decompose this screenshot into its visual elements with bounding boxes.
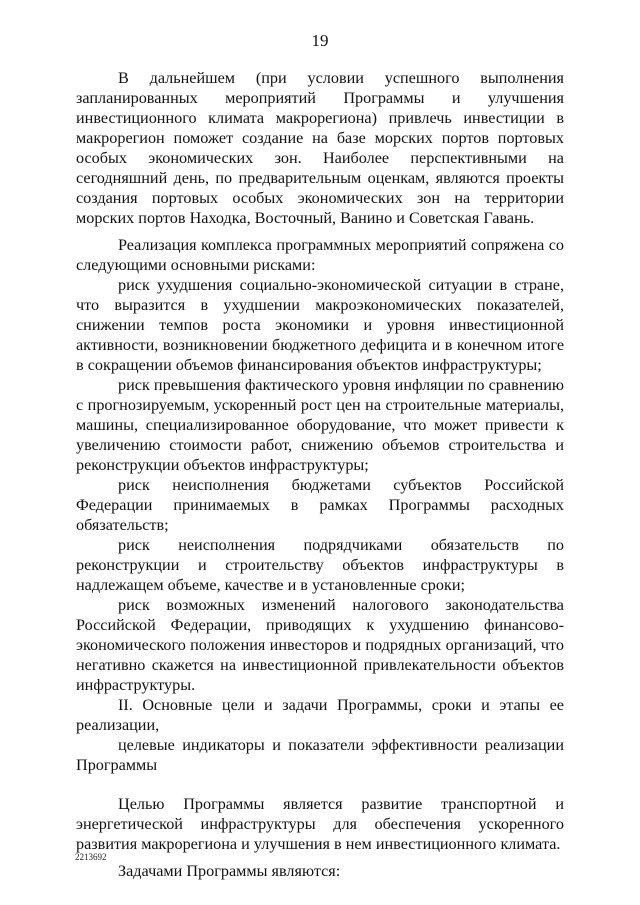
page-number: 19	[311, 31, 329, 50]
paragraph-risk-inflation: риск превышения фактического уровня инфляции по сравнению с прогнозируемым, ускоренный рост цен на строительные материалы, машины, специализированное оборудование, что может привести к увеличению стоимости работ, снижению объемов строительства и реконструкции объектов инфраструктуры;	[76, 376, 564, 474]
document-body	[76, 68, 564, 881]
paragraph-investments: В дальнейшем (при условии успешного выполнения запланированных мероприятий Программы и улучшения инвестиционного климата макрорегиона) привлечь инвестиции в макрорегион поможет создание на базе морских портов портовых особых экономических зон. Наиболее перспективными на сегодняшний день, по предварительным оценкам, являются проекты создания портовых особых экономических зон на территории морских портов Находка, Восточный, Ванино и Советская Гавань.	[76, 69, 564, 227]
paragraph-risks-intro: Реализация комплекса программных мероприятий сопряжена со следующими основными рисками:	[76, 236, 564, 274]
paragraph-risk-tax: риск возможных изменений налогового законодательства Российской Федерации, приводящих к ухудшению финансово-экономического положения инвесторов и подрядных организаций, что негативно скажется на инвестиционной привлекательности объектов инфраструктуры.	[76, 596, 564, 694]
paragraph-program-goal: Целью Программы является развитие транспортной и энергетической инфраструктуры для обеспечения ускоренного развития макрорегиона и улучшения в нем инвестиционного климата.	[76, 795, 564, 853]
paragraph-risk-contractors: риск неисполнения подрядчиками обязательств по реконструкции и строительству объектов инфраструктуры в надлежащем объеме, качестве и в установленные сроки;	[76, 536, 564, 594]
paragraph-program-tasks: Задачами Программы являются:	[118, 862, 341, 880]
section-heading-line-2: целевые индикаторы и показатели эффективности реализации Программы	[76, 736, 564, 774]
section-heading-line-1: II. Основные цели и задачи Программы, сроки и этапы ее реализации,	[76, 696, 564, 734]
section-heading	[76, 695, 564, 775]
paragraph-risk-budgets: риск неисполнения бюджетами субъектов Российской Федерации принимаемых в рамках Программы расходных обязательств;	[76, 476, 564, 534]
paragraph-risk-socioeconomic: риск ухудшения социально-экономической ситуации в стране, что выразится в ухудшении макроэкономических показателей, снижении темпов роста экономики и уровня инвестиционной активности, возникновении бюджетного дефицита и в конечном итоге в сокращении объемов финансирования объектов инфраструктуры;	[76, 276, 564, 374]
document-code: 2213692	[75, 852, 107, 862]
